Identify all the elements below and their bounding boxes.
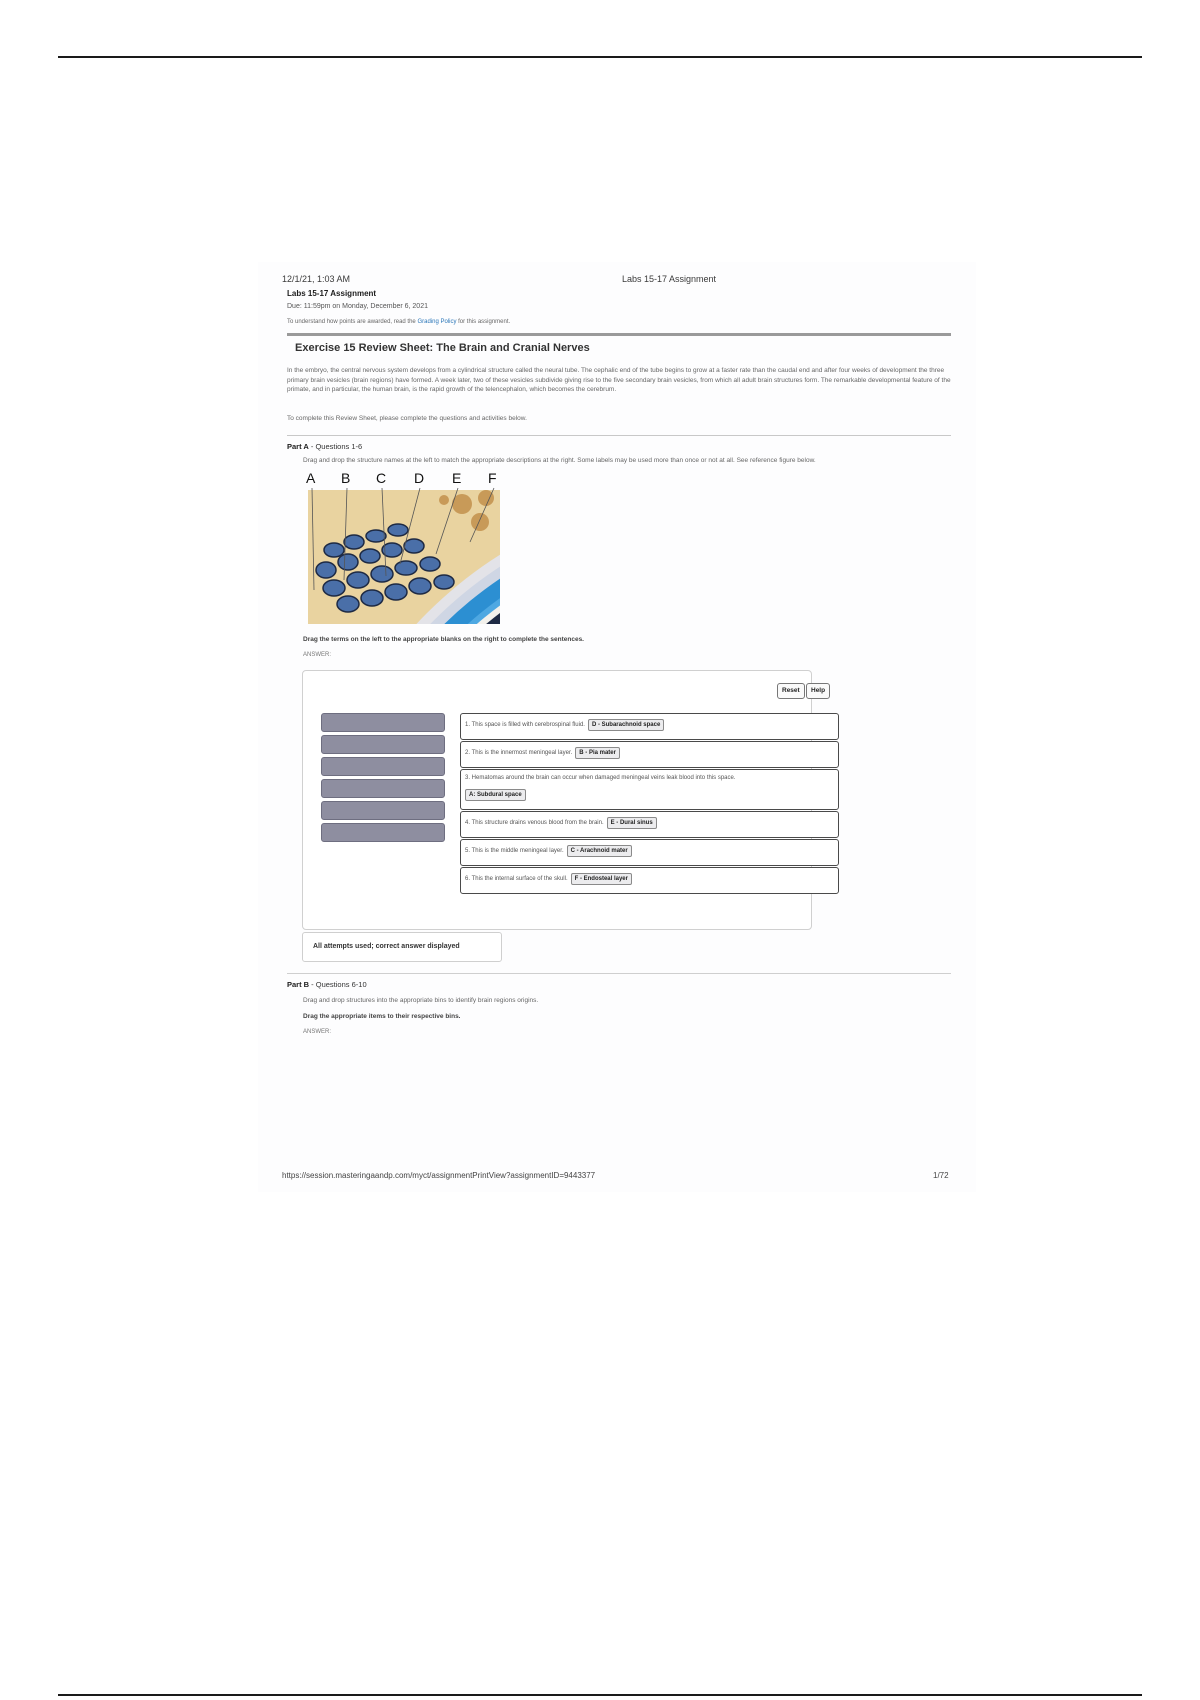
source-slot[interactable] [321, 757, 445, 776]
figure-label-e: E [452, 470, 462, 486]
drag-instructions: Drag the terms on the left to the appropriate blanks on the right to complete the sentences. [303, 636, 584, 643]
part-b-questions: - Questions 6-10 [309, 980, 367, 989]
sentence-row [465, 775, 736, 781]
policy-suffix: for this assignment. [458, 319, 511, 325]
grading-policy-note [287, 319, 510, 325]
source-slot[interactable] [321, 823, 445, 842]
answer-chip[interactable]: A: Subdural space [465, 789, 526, 801]
answer-chip[interactable]: D - Subarachnoid space [588, 719, 664, 731]
print-url: https://session.masteringaandp.com/myct/assignmentPrintView?assignmentID=9443377 [282, 1171, 596, 1180]
sentence-target-3[interactable] [460, 769, 839, 810]
sentence-text: 1. This space is filled with cerebrospinal fluid. [465, 722, 585, 728]
part-b-instruction: Drag the appropriate items to their respective bins. [303, 1013, 461, 1020]
part-divider [287, 435, 951, 436]
meninges-illustration [304, 470, 504, 630]
sentence-target-1[interactable] [460, 713, 839, 740]
exercise-instructions: To complete this Review Sheet, please complete the questions and activities below. [287, 415, 527, 422]
answer-label: ANSWER: [303, 652, 332, 658]
figure-label-a: A [306, 470, 316, 486]
figure-label-f: F [488, 470, 497, 486]
sentence-text: 6. This the internal surface of the skull. [465, 876, 568, 882]
sentence-row [465, 845, 632, 857]
policy-prefix: To understand how points are awarded, read the [287, 319, 416, 325]
source-slot[interactable] [321, 779, 445, 798]
sentence-row [465, 719, 664, 731]
answer-chip[interactable]: B - Pia mater [575, 747, 620, 759]
page-number: 1/72 [933, 1171, 949, 1180]
help-button[interactable]: Help [806, 683, 830, 699]
exercise-intro: In the embryo, the central nervous system develops from a cylindrical structure called the neural tube. The cephalic end of the tube begins to grow at a faster rate than the caudal end and after four weeks of development the three primary brain vesicles (brain regions) have formed. A week later, two of these vesicles subdivide giving rise to the five secondary brain vesicles, from which all adult brain structures form. The remarkable developmental feature of the primate, and in particular, the human brain, is the rapid growth of the telencephalon, which becomes the cerebrum. [287, 367, 951, 393]
top-divider [58, 56, 1142, 58]
sentence-text: 4. This structure drains venous blood from the brain. [465, 820, 604, 826]
figure-label-d: D [414, 470, 425, 486]
bottom-divider [58, 1694, 1142, 1696]
source-slot[interactable] [321, 801, 445, 820]
assignment-title: Labs 15-17 Assignment [287, 289, 377, 298]
printed-page [258, 262, 976, 1192]
sentence-row [465, 747, 620, 759]
part-divider [287, 973, 951, 974]
attempt-status: All attempts used; correct answer displayed [302, 932, 502, 962]
figure-label-b: B [341, 470, 351, 486]
answer-label: ANSWER: [303, 1029, 332, 1035]
grading-policy-link[interactable]: Grading Policy [417, 319, 457, 325]
sentence-text: 2. This is the innermost meningeal layer. [465, 750, 573, 756]
sentence-target-2[interactable] [460, 741, 839, 768]
answer-chip[interactable]: E - Dural sinus [607, 817, 657, 829]
sentence-target-4[interactable] [460, 811, 839, 838]
print-date: 12/1/21, 1:03 AM [282, 274, 351, 284]
due-date: Due: 11:59pm on Monday, December 6, 2021 [287, 303, 428, 310]
sentence-text: 3. Hematomas around the brain can occur when damaged meningeal veins leak blood into this space. [465, 775, 736, 781]
figure-label-c: C [376, 470, 387, 486]
sentence-target-5[interactable] [460, 839, 839, 866]
answer-chip[interactable]: C - Arachnoid mater [567, 845, 632, 857]
drag-drop-panel [302, 670, 826, 930]
exercise-title: Exercise 15 Review Sheet: The Brain and Cranial Nerves [295, 342, 590, 354]
sentence-target-6[interactable] [460, 867, 839, 894]
section-divider [287, 333, 951, 336]
part-a-questions: - Questions 1-6 [308, 442, 363, 451]
answer-chip[interactable]: F - Endosteal layer [571, 873, 632, 885]
meninges-figure [304, 470, 504, 630]
source-slot[interactable] [321, 735, 445, 754]
part-b-label: Part B [287, 980, 310, 989]
part-b-description: Drag and drop structures into the appropriate bins to identify brain regions origins. [303, 997, 539, 1004]
reset-button[interactable]: Reset [777, 683, 805, 699]
sentence-row [465, 873, 632, 885]
part-a-label: Part A [287, 442, 309, 451]
part-a-heading [287, 442, 362, 451]
sentence-row [465, 817, 657, 829]
print-title: Labs 15-17 Assignment [622, 274, 717, 284]
part-a-description: Drag and drop the structure names at the left to match the appropriate descriptions at the right. Some labels may be used more than once or not at all. See reference figure below. [303, 457, 816, 464]
sentence-text: 5. This is the middle meningeal layer. [465, 848, 564, 854]
part-b-heading [287, 980, 367, 989]
source-slot[interactable] [321, 713, 445, 732]
